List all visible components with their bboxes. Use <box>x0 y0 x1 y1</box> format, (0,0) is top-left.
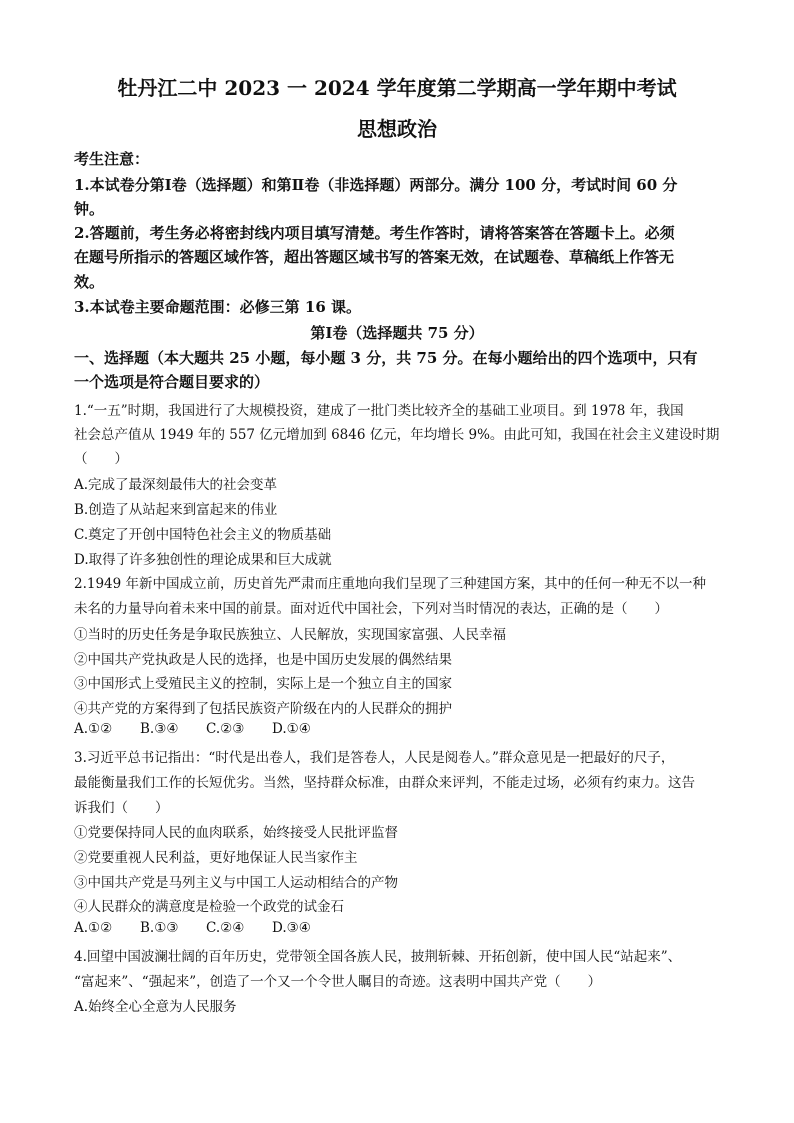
statement: ③中国共产党是马列主义与中国工人运动相结合的产物 <box>74 875 398 891</box>
answer-options <box>74 721 338 737</box>
notice-line: 3.本试卷主要命题范围：必修三第 16 课。 <box>74 298 361 316</box>
section-instructions: 一个选项是符合题目要求的） <box>74 373 270 391</box>
option-a: A.①② <box>74 721 113 737</box>
exam-title: 牡丹江二中 2023 一 2024 学年度第二学期高一学年期中考试 <box>117 76 677 100</box>
question-stem: （ ） <box>74 451 128 467</box>
question-stem: “富起来”、“强起来”，创造了一个又一个令世人瞩目的奇迹。这表明中国共产党（ ） <box>74 974 602 990</box>
notice-heading: 考生注意： <box>74 150 150 168</box>
notice-line: 2.答题前，考生务必将密封线内项目填写清楚。考生作答时，请将答案答在答题卡上。必须 <box>74 224 675 242</box>
notice-line: 在题号所指示的答题区域作答，超出答题区域书写的答案无效，在试题卷、草稿纸上作答无 <box>74 248 675 266</box>
question-stem: 最能衡量我们工作的长短优劣。当然，坚持群众标准，由群众来评判，不能走过场，必须有约束力。这告 <box>74 775 695 791</box>
section-instructions: 一、选择题（本大题共 25 小题，每小题 3 分，共 75 分。在每小题给出的四个选项中，只有 <box>74 349 698 367</box>
option-d: D.取得了许多独创性的理论成果和巨大成就 <box>74 552 332 568</box>
question-stem: 4.回望中国波澜壮阔的百年历史，党带领全国各族人民，披荆斩棘、开拓创新，使中国人民“站起来”、 <box>74 949 682 965</box>
statement: ④共产党的方案得到了包括民族资产阶级在内的人民群众的拥护 <box>74 701 452 717</box>
option-a: A.完成了最深刻最伟大的社会变革 <box>74 477 278 493</box>
option-c: C.奠定了开创中国特色社会主义的物质基础 <box>74 527 332 543</box>
option-c: C.②④ <box>206 920 245 936</box>
exam-subject: 思想政治 <box>357 117 437 141</box>
notice-line: 1.本试卷分第Ⅰ卷（选择题）和第Ⅱ卷（非选择题）两部分。满分 100 分，考试时间 60 分 <box>74 176 678 194</box>
question-stem: 1.“一五”时期，我国进行了大规模投资，建成了一批门类比较齐全的基础工业项目。到 1978 年，我国 <box>74 403 684 419</box>
statement: ①党要保持同人民的血肉联系，始终接受人民批评监督 <box>74 825 398 841</box>
question-stem: 3.习近平总书记指出：“时代是出卷人，我们是答卷人，人民是阅卷人。”群众意见是一把最好的尺子， <box>74 750 675 766</box>
option-c: C.②③ <box>206 721 245 737</box>
question-stem: 诉我们（ ） <box>74 800 169 816</box>
option-b: B.①③ <box>140 920 179 936</box>
question-stem: 社会总产值从 1949 年的 557 亿元增加到 6846 亿元，年均增长 9%。由此可知，我国在社会主义建设时期 <box>74 427 720 443</box>
statement: ④人民群众的满意度是检验一个政党的试金石 <box>74 899 344 915</box>
option-d: D.①④ <box>272 721 311 737</box>
notice-line: 效。 <box>74 273 105 291</box>
statement: ①当时的历史任务是争取民族独立、人民解放，实现国家富强、人民幸福 <box>74 627 506 643</box>
statement: ③中国形式上受殖民主义的控制，实际上是一个独立自主的国家 <box>74 676 452 692</box>
option-b: B.创造了从站起来到富起来的伟业 <box>74 502 278 518</box>
section-title: 第Ⅰ卷（选择题共 75 分） <box>310 324 484 342</box>
statement: ②党要重视人民利益，更好地保证人民当家作主 <box>74 850 358 866</box>
option-a: A.①② <box>74 920 113 936</box>
notice-line: 钟。 <box>74 200 105 218</box>
question-stem: 2.1949 年新中国成立前，历史首先严肃而庄重地向我们呈现了三种建国方案，其中的任何一种无不以一种 <box>74 576 707 592</box>
option-d: D.③④ <box>272 920 311 936</box>
question-stem: 未名的力量导向着未来中国的前景。面对近代中国社会，下列对当时情况的表达，正确的是（ ） <box>74 601 668 617</box>
statement: ②中国共产党执政是人民的选择，也是中国历史发展的偶然结果 <box>74 652 452 668</box>
option-a: A.始终全心全意为人民服务 <box>74 999 237 1015</box>
answer-options <box>74 920 338 936</box>
option-b: B.③④ <box>140 721 179 737</box>
